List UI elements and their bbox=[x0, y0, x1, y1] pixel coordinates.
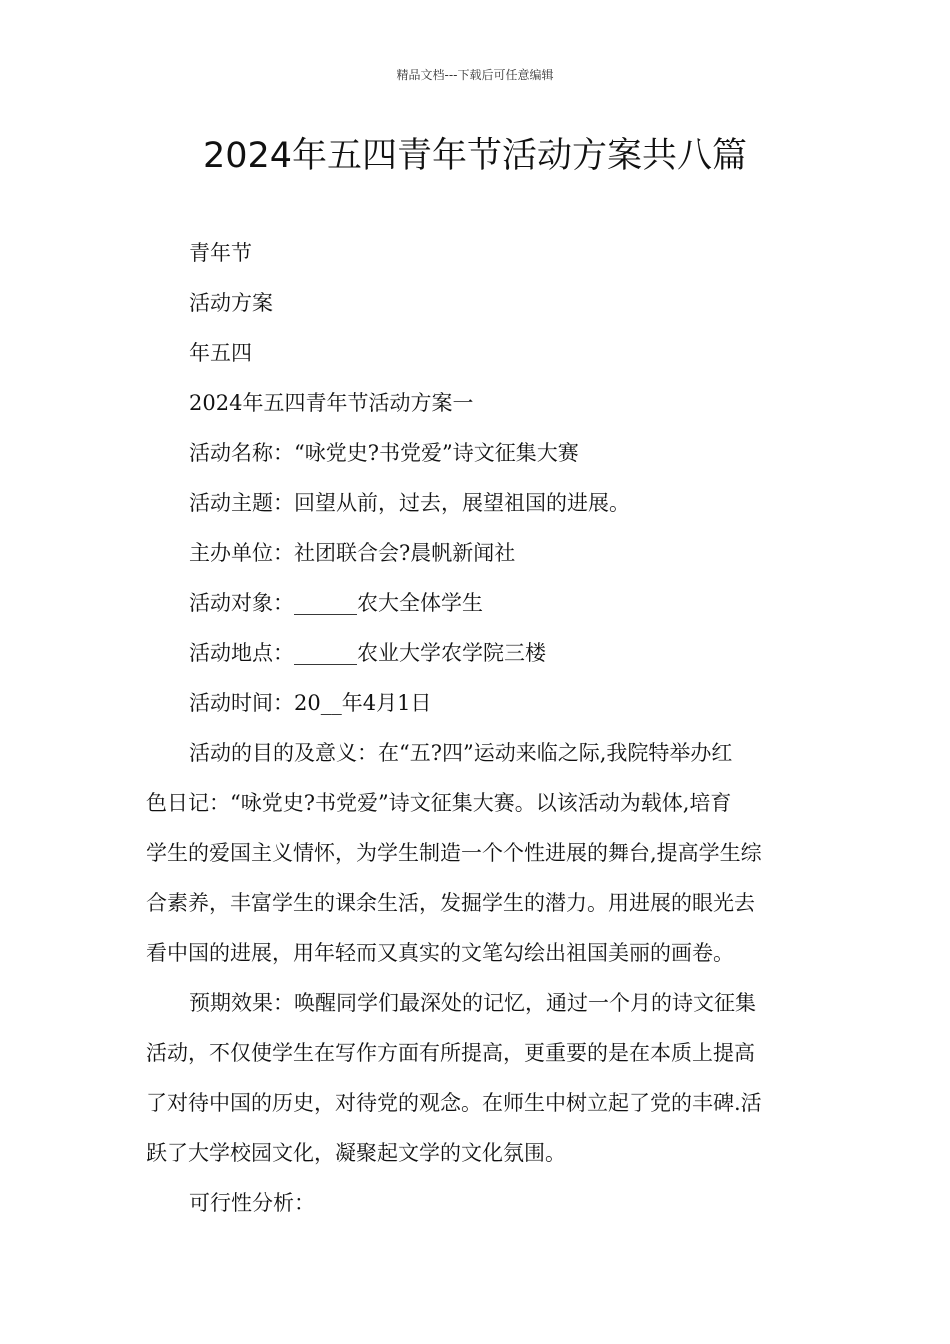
document-title: 2024年五四青年节活动方案共八篇 bbox=[202, 136, 748, 176]
paragraph-line: 2024年五四青年节活动方案一 bbox=[189, 391, 474, 415]
paragraph-line: 预期效果：唤醒同学们最深处的记忆，通过一个月的诗文征集 bbox=[189, 991, 756, 1015]
paragraph-line: 了对待中国的历史，对待党的观念。在师生中树立起了党的丰碑.活 bbox=[146, 1091, 762, 1115]
paragraph-line: 青年节 bbox=[189, 241, 252, 265]
header-note: 精品文档---下载后可任意编辑 bbox=[396, 68, 554, 82]
paragraph-line: 活动名称：“咏党史?书党爱”诗文征集大赛 bbox=[189, 441, 579, 465]
paragraph-line: 活动地点：______农业大学农学院三楼 bbox=[189, 641, 546, 665]
paragraph-line: 年五四 bbox=[189, 341, 252, 365]
paragraph-line: 可行性分析： bbox=[189, 1191, 315, 1215]
paragraph-line: 跃了大学校园文化，凝聚起文学的文化氛围。 bbox=[146, 1141, 566, 1165]
paragraph-line: 看中国的进展，用年轻而又真实的文笔勾绘出祖国美丽的画卷。 bbox=[146, 941, 734, 965]
paragraph-line: 色日记：“咏党史?书党爱”诗文征集大赛。以该活动为载体,培育 bbox=[146, 791, 732, 815]
paragraph-line: 活动，不仅使学生在写作方面有所提高，更重要的是在本质上提高 bbox=[146, 1041, 755, 1065]
paragraph-line: 活动的目的及意义：在“五?四”运动来临之际,我院特举办红 bbox=[189, 741, 733, 765]
paragraph-line: 学生的爱国主义情怀，为学生制造一个个性进展的舞台,提高学生综 bbox=[146, 841, 762, 865]
paragraph-line: 活动时间：20__年4月1日 bbox=[189, 691, 432, 715]
paragraph-line: 活动主题：回望从前，过去，展望祖国的进展。 bbox=[189, 491, 630, 515]
paragraph-line: 主办单位：社团联合会?晨帆新闻社 bbox=[189, 541, 516, 565]
paragraph-line: 活动对象：______农大全体学生 bbox=[189, 591, 483, 615]
paragraph-line: 合素养，丰富学生的课余生活，发掘学生的潜力。用进展的眼光去 bbox=[146, 891, 755, 915]
document-body bbox=[146, 228, 810, 1228]
paragraph-line: 活动方案 bbox=[189, 291, 273, 315]
